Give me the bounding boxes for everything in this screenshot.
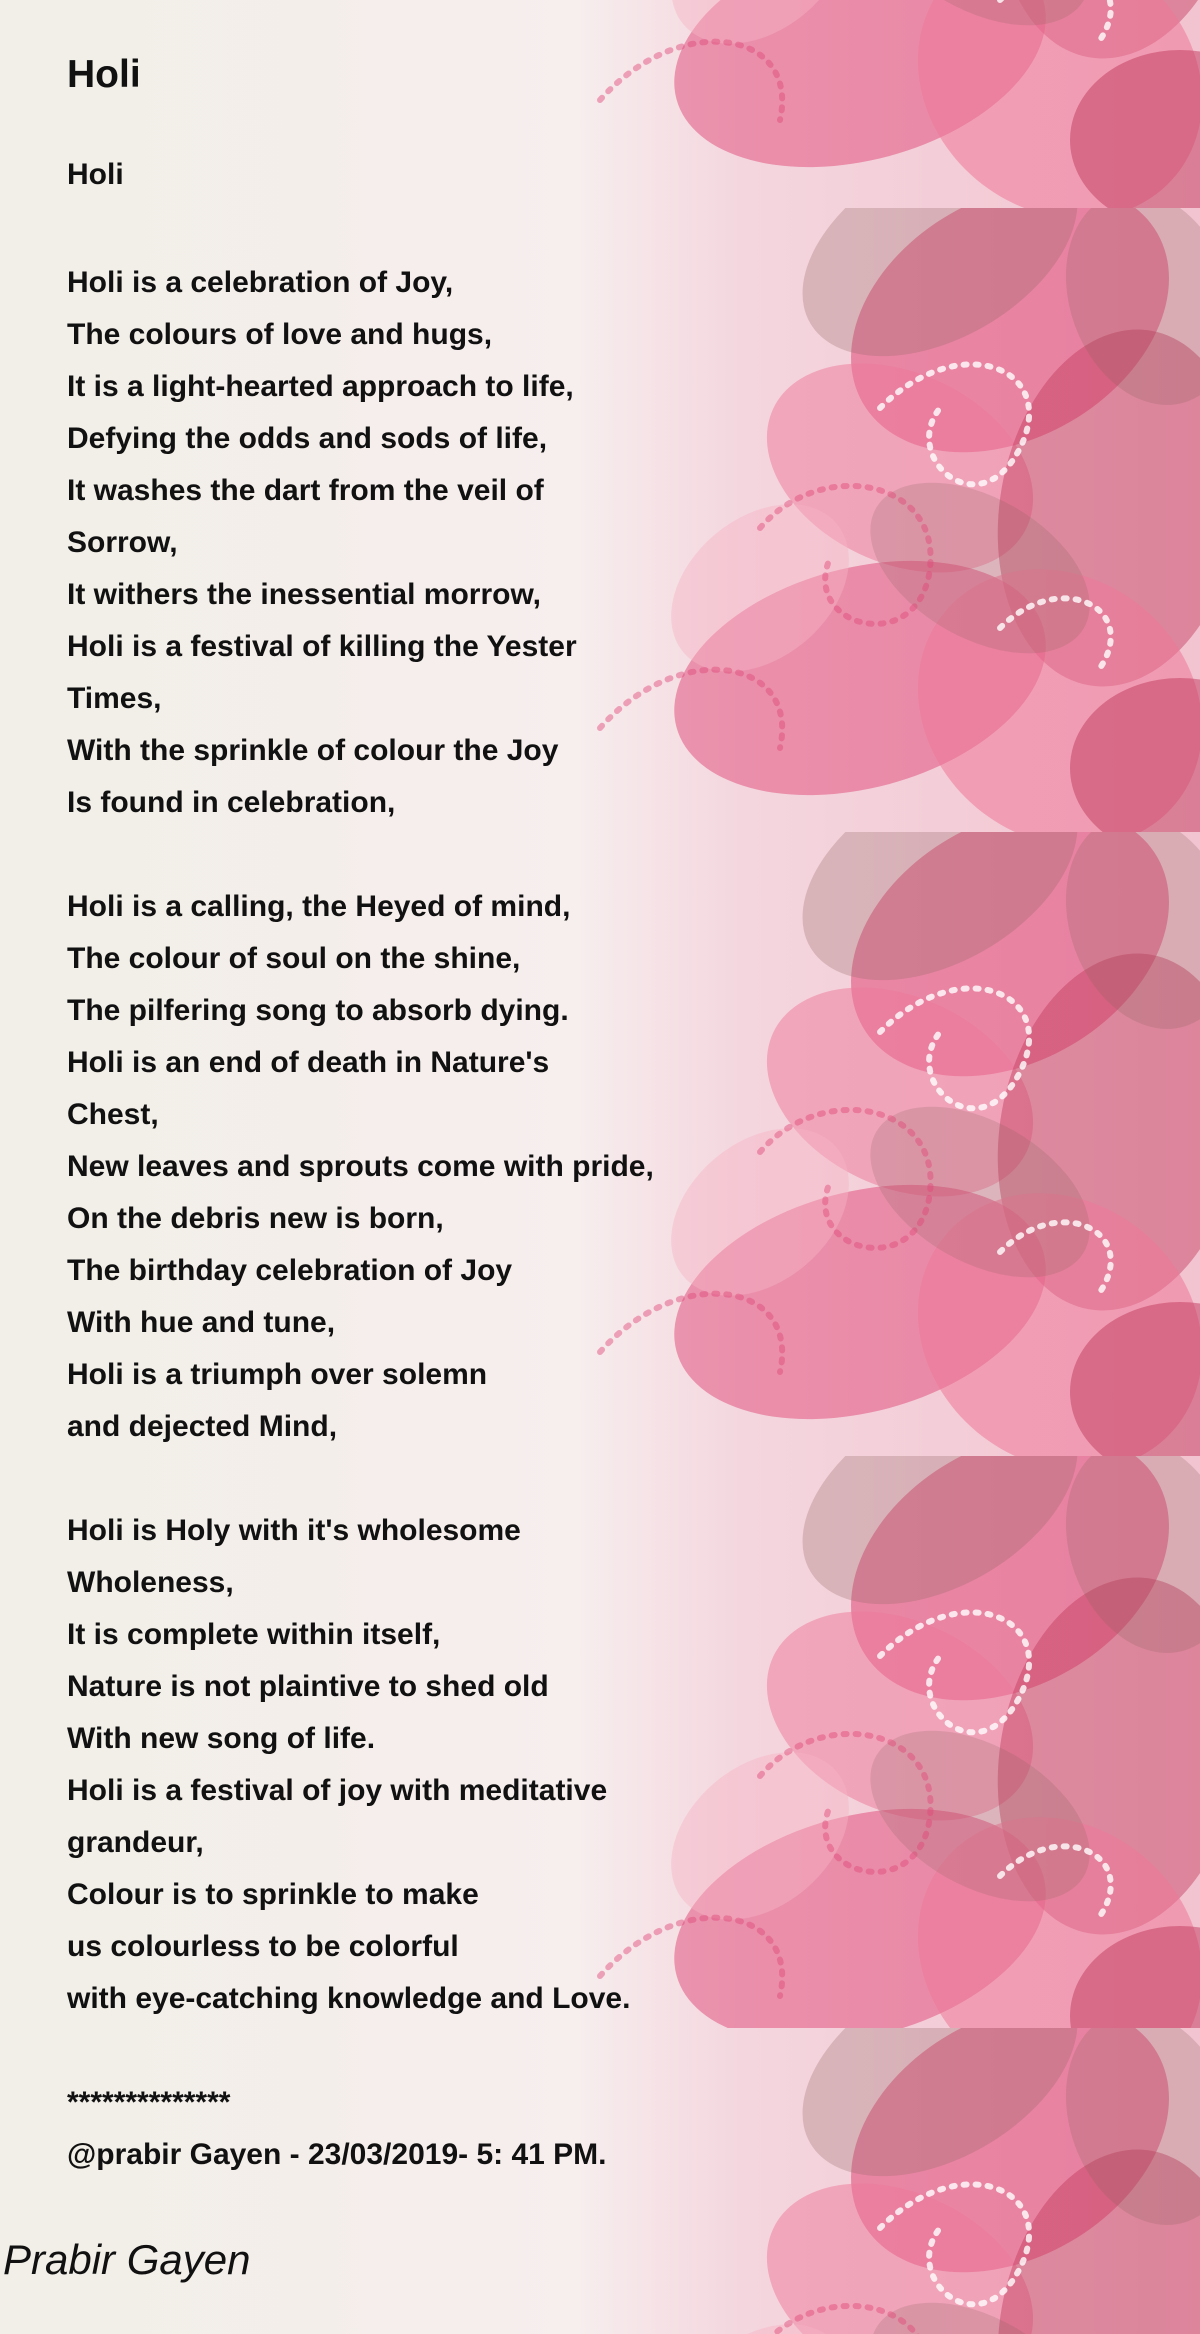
poem-line: With the sprinkle of colour the Joy bbox=[67, 734, 559, 767]
poem-line: It withers the inessential morrow, bbox=[67, 578, 541, 611]
poem-line: The colour of soul on the shine, bbox=[67, 942, 521, 975]
poem-line: The birthday celebration of Joy bbox=[67, 1254, 513, 1287]
poem-line: grandeur, bbox=[67, 1826, 204, 1859]
poem-line: New leaves and sprouts come with pride, bbox=[67, 1150, 654, 1183]
poem-line: ************** bbox=[67, 2086, 231, 2119]
poem-line: With new song of life. bbox=[67, 1722, 376, 1755]
poem-stanza bbox=[67, 2077, 654, 2181]
poem-line: Holi is a festival of killing the Yester bbox=[67, 630, 577, 663]
poem-line: On the debris new is born, bbox=[67, 1202, 444, 1235]
poem-line: Holi is Holy with it's wholesome bbox=[67, 1514, 521, 1547]
stanza-gap bbox=[67, 1453, 654, 1505]
poem-line: Holi is an end of death in Nature's bbox=[67, 1046, 550, 1079]
poem-line: It is a light-hearted approach to life, bbox=[67, 370, 574, 403]
stanza-gap bbox=[67, 2025, 654, 2077]
poem-line: Holi is a triumph over solemn bbox=[67, 1358, 488, 1391]
poem-line: Is found in celebration, bbox=[67, 786, 396, 819]
poem-line: Holi is a calling, the Heyed of mind, bbox=[67, 890, 571, 923]
poem-line: Wholeness, bbox=[67, 1566, 234, 1599]
poem-line: With hue and tune, bbox=[67, 1306, 336, 1339]
poem-line: The colours of love and hugs, bbox=[67, 318, 493, 351]
poem-line: It washes the dart from the veil of bbox=[67, 474, 544, 507]
stanza-gap bbox=[67, 829, 654, 881]
poem-line: Sorrow, bbox=[67, 526, 178, 559]
poem-line: Colour is to sprinkle to make bbox=[67, 1878, 479, 1911]
poem-line: Times, bbox=[67, 682, 162, 715]
poem-line: It is complete within itself, bbox=[67, 1618, 441, 1651]
poem-stanza bbox=[67, 881, 654, 1453]
poem-line: The pilfering song to absorb dying. bbox=[67, 994, 569, 1027]
poem-line: Chest, bbox=[67, 1098, 159, 1131]
poem-title: Holi bbox=[67, 53, 141, 96]
poem-subtitle: Holi bbox=[67, 158, 124, 191]
poem-line: with eye-catching knowledge and Love. bbox=[67, 1982, 631, 2015]
poem-line: Nature is not plaintive to shed old bbox=[67, 1670, 549, 1703]
poem-line: us colourless to be colorful bbox=[67, 1930, 459, 1963]
poem-body bbox=[67, 257, 654, 2181]
poem-stanza bbox=[67, 1505, 654, 2025]
poem-line: Holi is a festival of joy with meditative bbox=[67, 1774, 608, 1807]
poem-line: and dejected Mind, bbox=[67, 1410, 338, 1443]
poem-author: Prabir Gayen bbox=[3, 2236, 251, 2283]
poem-line: Defying the odds and sods of life, bbox=[67, 422, 548, 455]
poem-line: @prabir Gayen - 23/03/2019- 5: 41 PM. bbox=[67, 2138, 607, 2171]
poem-stanza bbox=[67, 257, 654, 829]
poem-line: Holi is a celebration of Joy, bbox=[67, 266, 454, 299]
